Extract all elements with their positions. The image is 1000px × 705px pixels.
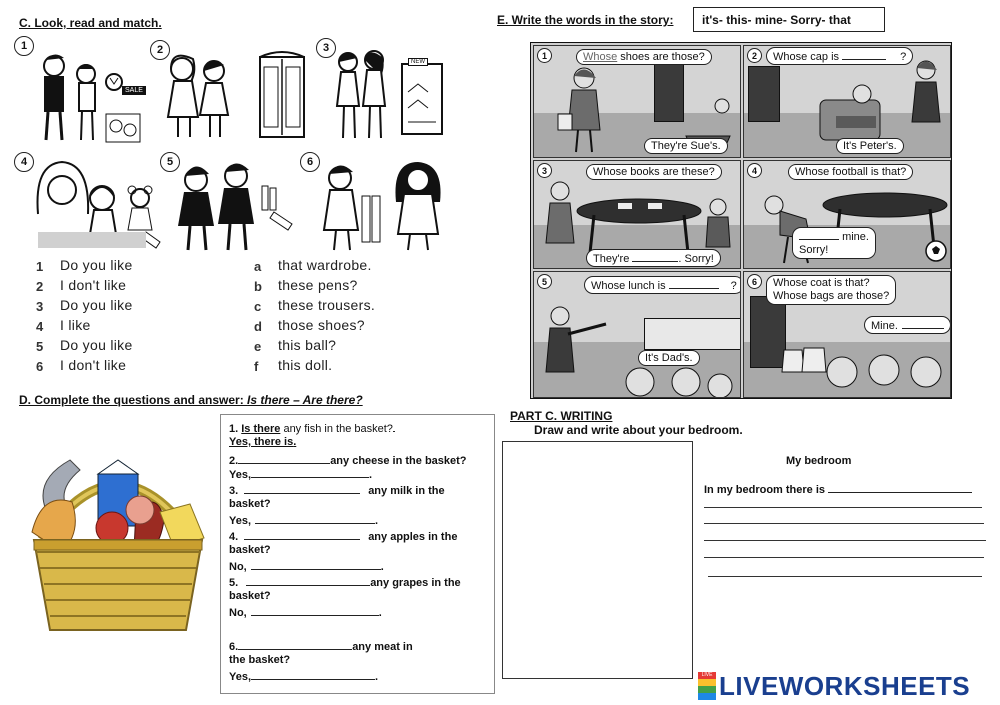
picture-1-shoes — [14, 36, 154, 144]
food-basket-illustration — [20, 440, 220, 640]
woman-figure — [554, 64, 624, 154]
left-item: 4 I like — [36, 317, 91, 334]
fill-blank[interactable] — [632, 251, 678, 262]
speech-bubble: mine. Sorry! — [792, 227, 876, 259]
answer-6: Yes, . — [229, 671, 379, 683]
panel-number: 1 — [537, 48, 552, 63]
writing-line[interactable] — [708, 576, 982, 577]
picture-2-wardrobe — [150, 40, 315, 140]
left-item: 6 I don't like — [36, 357, 127, 374]
speech-bubble: Whose lunch is ? — [584, 276, 741, 294]
speech-bubble: Whose books are these? — [586, 164, 722, 180]
picture-number: 1 — [14, 36, 34, 56]
fill-blank[interactable] — [246, 575, 370, 586]
writing-line[interactable] — [704, 507, 982, 508]
woman-figure — [904, 56, 948, 156]
answer-1: Yes, there is. — [229, 436, 297, 448]
right-item: d those shoes? — [254, 317, 365, 334]
fill-blank[interactable] — [828, 482, 972, 493]
section-e-title: E. Write the words in the story: — [497, 13, 674, 27]
liveworksheets-logo — [698, 672, 970, 700]
question-6: 6. any meat in — [229, 641, 413, 653]
women-trousers-illustration — [324, 42, 446, 142]
drawing-box[interactable] — [502, 441, 693, 679]
picture-3-trousers — [316, 38, 446, 143]
logo-icon: LIVE — [698, 672, 716, 700]
girls-wardrobe-illustration — [160, 45, 315, 140]
right-item: a that wardrobe. — [254, 257, 372, 274]
fill-blank[interactable] — [799, 229, 839, 240]
tv — [748, 66, 780, 122]
people-ball-illustration — [312, 156, 444, 252]
question-3: 3. any milk in the — [229, 485, 445, 497]
speech-bubble: Whose coat is that? Whose bags are those? — [766, 275, 896, 305]
fill-blank[interactable] — [238, 453, 330, 464]
left-item: 1 Do you like — [36, 257, 133, 274]
kitchen-counter — [644, 318, 741, 350]
fill-blank[interactable] — [669, 278, 719, 289]
part-c-subtitle: Draw and write about your bedroom. — [534, 423, 743, 437]
fill-blank[interactable] — [255, 513, 375, 524]
answer-3: Yes, . — [229, 515, 379, 527]
section-c-title: C. Look, read and match. — [19, 16, 162, 30]
left-item: 3 Do you like — [36, 297, 133, 314]
picture-number: 6 — [300, 152, 320, 172]
right-item: e this ball? — [254, 337, 337, 354]
picture-6-ball — [300, 152, 445, 252]
comic-panel-2 — [743, 45, 951, 158]
fill-blank[interactable] — [842, 49, 886, 60]
questions-box — [220, 414, 495, 694]
speech-bubble: It's Peter's. — [836, 138, 904, 154]
question-1: 1. Is there any fish in the basket? — [229, 423, 393, 435]
speech-bubble: They're . Sorry! — [586, 249, 721, 267]
writing-line[interactable] — [704, 523, 984, 524]
picture-4-doll — [14, 152, 164, 252]
section-d-title: D. Complete the questions and answer: Is there – Are there? — [19, 393, 363, 407]
football — [924, 239, 948, 263]
brand-name: LIVEWORKSHEETS — [719, 671, 971, 701]
comic-panel-6 — [743, 271, 951, 398]
comic-panel-3 — [533, 160, 741, 269]
speech-bubble: Whose football is that? — [788, 164, 913, 180]
fill-blank[interactable] — [251, 559, 381, 570]
fill-blank[interactable] — [244, 529, 360, 540]
answer-5: No, . — [229, 607, 382, 619]
fill-blank[interactable] — [251, 605, 379, 616]
word-bank: it's- this- mine- Sorry- that — [693, 7, 885, 32]
comic-strip — [530, 42, 952, 399]
bags — [780, 336, 830, 376]
right-item: f this doll. — [254, 357, 333, 374]
left-item: 5 Do you like — [36, 337, 133, 354]
family-heads — [824, 342, 950, 398]
comic-panel-5 — [533, 271, 741, 398]
sale-sign: SALE — [122, 86, 146, 95]
fill-blank[interactable] — [251, 669, 375, 680]
fill-blank[interactable] — [238, 639, 352, 650]
picture-number: 5 — [160, 152, 180, 172]
panel-number: 4 — [747, 163, 762, 178]
right-item: c these trousers. — [254, 297, 376, 314]
woman-pointing — [538, 302, 608, 397]
door — [654, 60, 684, 122]
question-2: 2. any cheese in the basket? — [229, 455, 467, 467]
gray-shelf — [38, 232, 146, 248]
fill-blank[interactable] — [251, 467, 369, 478]
panel-number: 3 — [537, 163, 552, 178]
picture-number: 2 — [150, 40, 170, 60]
answer-2: Yes, . — [229, 469, 373, 481]
question-5: 5. any grapes in the — [229, 577, 461, 589]
fill-blank[interactable] — [244, 483, 360, 494]
left-item: 2 I don't like — [36, 277, 127, 294]
fill-blank[interactable] — [902, 318, 944, 329]
answer-4: No, . — [229, 561, 384, 573]
right-item: b these pens? — [254, 277, 358, 294]
speech-bubble: Mine. — [864, 316, 951, 334]
woman-figure — [538, 177, 582, 267]
speech-bubble: Whose shoes are those? — [576, 49, 712, 65]
writing-line[interactable] — [704, 557, 984, 558]
speech-bubble: It's Dad's. — [638, 350, 700, 366]
bedroom-heading: My bedroom — [786, 455, 852, 467]
new-sign: NEW — [408, 58, 428, 66]
writing-line[interactable] — [704, 540, 986, 541]
men-pens-illustration — [170, 156, 300, 252]
picture-5-pens — [160, 152, 300, 252]
question-3-cont: basket? — [229, 498, 271, 510]
speech-bubble: Whose cap is ? — [766, 47, 913, 65]
table — [574, 195, 704, 255]
picture-number: 3 — [316, 38, 336, 58]
question-6-cont: the basket? — [229, 654, 291, 666]
speech-bubble: They're Sue's. — [644, 138, 728, 154]
question-5-cont: basket? — [229, 590, 271, 602]
comic-panel-1 — [533, 45, 741, 158]
panel-number: 6 — [747, 274, 762, 289]
panel-number: 2 — [747, 48, 762, 63]
question-4: 4. any apples in the — [229, 531, 458, 543]
picture-number: 4 — [14, 152, 34, 172]
panel-number: 5 — [537, 274, 552, 289]
question-4-cont: basket? — [229, 544, 271, 556]
bedroom-starter: In my bedroom there is — [704, 482, 972, 496]
comic-panel-4 — [743, 160, 951, 269]
part-c-title: PART C. WRITING — [510, 409, 613, 423]
